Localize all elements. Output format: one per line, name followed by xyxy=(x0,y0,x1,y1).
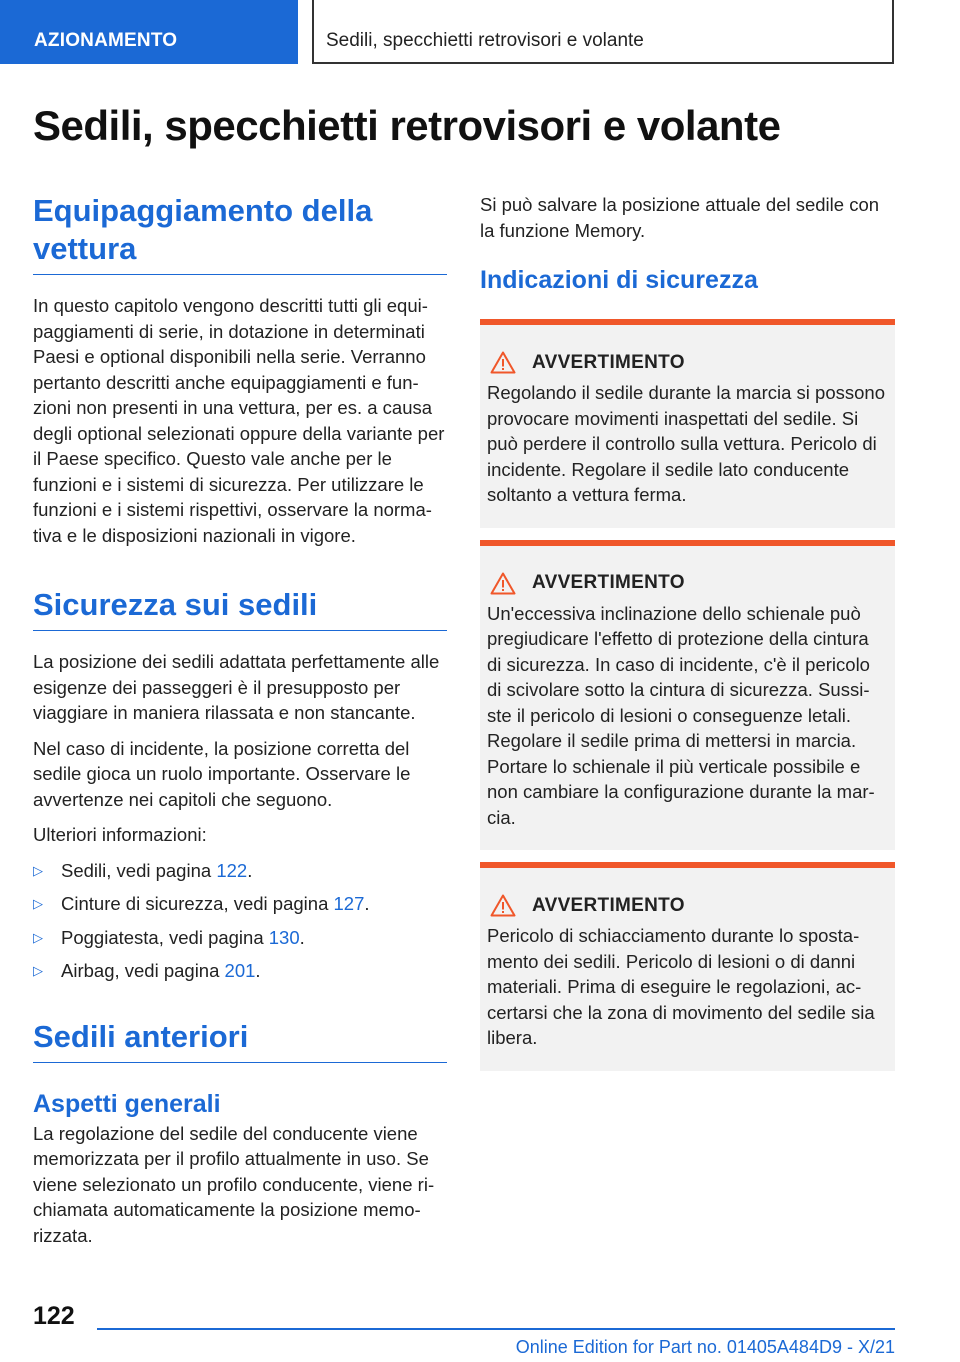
equip-heading: Equipaggiamento della vettura xyxy=(33,192,447,275)
memory-paragraph: Si può salvare la posizione attuale del sedile con la funzione Memory. xyxy=(480,194,880,241)
triangle-bullet-icon: ▷ xyxy=(33,896,43,911)
footer-edition: Online Edition for Part no. 01405A484D9 - X/21 xyxy=(515,1337,895,1357)
list-item: ▷ Airbag, vedi pagina 201. xyxy=(33,958,447,984)
triangle-bullet-icon: ▷ xyxy=(33,963,43,978)
chapter-tab: Sedili, specchietti retrovisori e volante xyxy=(312,0,894,64)
aspetti-paragraph: La regolazione del sedile del conducente viene memorizzata per il profilo attualmente in uso. Se viene selezionato un profilo conducente, viene richiamata automaticamente la posizione memorizzata. xyxy=(33,1122,435,1246)
warning-title: AVVERTIMENTO xyxy=(532,351,685,373)
page-link[interactable]: 127 xyxy=(333,893,365,914)
warning-box xyxy=(480,862,895,1071)
warning-triangle-icon xyxy=(490,572,516,595)
sicurezza-heading: Sicurezza sui sedili xyxy=(33,586,447,631)
triangle-bullet-icon: ▷ xyxy=(33,929,43,945)
warning-text: Un'eccessiva inclinazione dello schienale può pregiudicare l'effetto di protezione della cintura di sicurezza. In caso di incidente, c'è il pericolo di scivolare sotto la cintura di sicurezza. Sussiste il pericolo di lesioni o conseguenze letali. Regolare il sedile prima di mettersi in marcia. Portare lo schienale il più verticale possibile e non cambiare la configurazione durante la marcia. xyxy=(487,602,875,828)
aspetti-heading: Aspetti generali xyxy=(33,1089,221,1118)
list-item-text: Airbag, vedi pagina xyxy=(61,960,225,981)
page-title: Sedili, specchietti retrovisori e volante xyxy=(33,102,781,149)
sicurezza-paragraph-2: Nel caso di incidente, la posizione corretta del sedile gioca un ruolo importante. Osservare le avvertenze nei capitoli che seguono. xyxy=(33,737,411,810)
section-tab: AZIONAMENTO xyxy=(0,0,298,64)
warning-title: AVVERTIMENTO xyxy=(532,894,685,916)
footer-divider xyxy=(97,1328,895,1330)
page-link[interactable]: 122 xyxy=(216,859,248,881)
warning-text: Regolando il sedile durante la marcia si possono provocare movimenti inaspettati del sedile. Si può perdere il controllo sulla vettura. Pericolo di incidente. Regolare il sedile lato conducente soltanto a vettura ferma. xyxy=(487,382,885,505)
page-number: 122 xyxy=(33,1302,75,1330)
list-item-text: Poggiatesta, vedi pagina xyxy=(61,926,269,948)
triangle-bullet-icon: ▷ xyxy=(33,862,43,878)
page-link[interactable]: 130 xyxy=(268,926,300,948)
page-link[interactable]: 201 xyxy=(224,960,256,981)
right-column xyxy=(480,192,895,1083)
warning-box xyxy=(480,540,895,851)
reference-list xyxy=(33,858,447,984)
warning-triangle-icon xyxy=(490,894,516,917)
list-item-text: Sedili, vedi pagina xyxy=(61,859,217,881)
list-item: ▷ Sedili, vedi pagina 122. xyxy=(33,858,447,884)
warning-box xyxy=(480,319,895,528)
warning-triangle-icon xyxy=(490,351,516,374)
indicazioni-heading: Indicazioni di sicurezza xyxy=(480,266,758,294)
warning-text: Pericolo di schiacciamento durante lo spostamento dei sedili. Pericolo di lesioni o di danni materiali. Prima di eseguire le regolazioni, accertarsi che la zona di movimento del sedile sia libera. xyxy=(487,925,875,1048)
equip-paragraph: In questo capitolo vengono descritti tutti gli equipaggiamenti di serie, in dotazione in determinati Paesi e optional disponibili nella serie. Verranno pertanto descritti anche equipaggiamenti e funzioni non presenti in una vettura, per es. a causa degli optional selezionati oppure della variante per il Paese specifico. Questo vale anche per le funzioni e i sistemi di sicurezza. Per utilizzare le funzioni e i sistemi rispettivi, osservare la normativa e le disposizioni nazionali in vigore. xyxy=(33,295,445,546)
ulteriori-label: Ulteriori informazioni: xyxy=(33,824,207,845)
warning-title: AVVERTIMENTO xyxy=(532,572,685,593)
anteriori-heading: Sedili anteriori xyxy=(33,1018,447,1063)
sicurezza-paragraph-1: La posizione dei sedili adattata perfettamente alle esigenze dei passeggeri è il presupposto per viaggiare in maniera rilassata e non stancante. xyxy=(33,651,440,723)
list-item-text: Cinture di sicurezza, vedi pagina xyxy=(61,893,334,914)
list-item: ▷ Cinture di sicurezza, vedi pagina 127. xyxy=(33,891,447,917)
list-item: ▷ Poggiatesta, vedi pagina 130. xyxy=(33,925,447,951)
left-column xyxy=(33,192,447,1258)
